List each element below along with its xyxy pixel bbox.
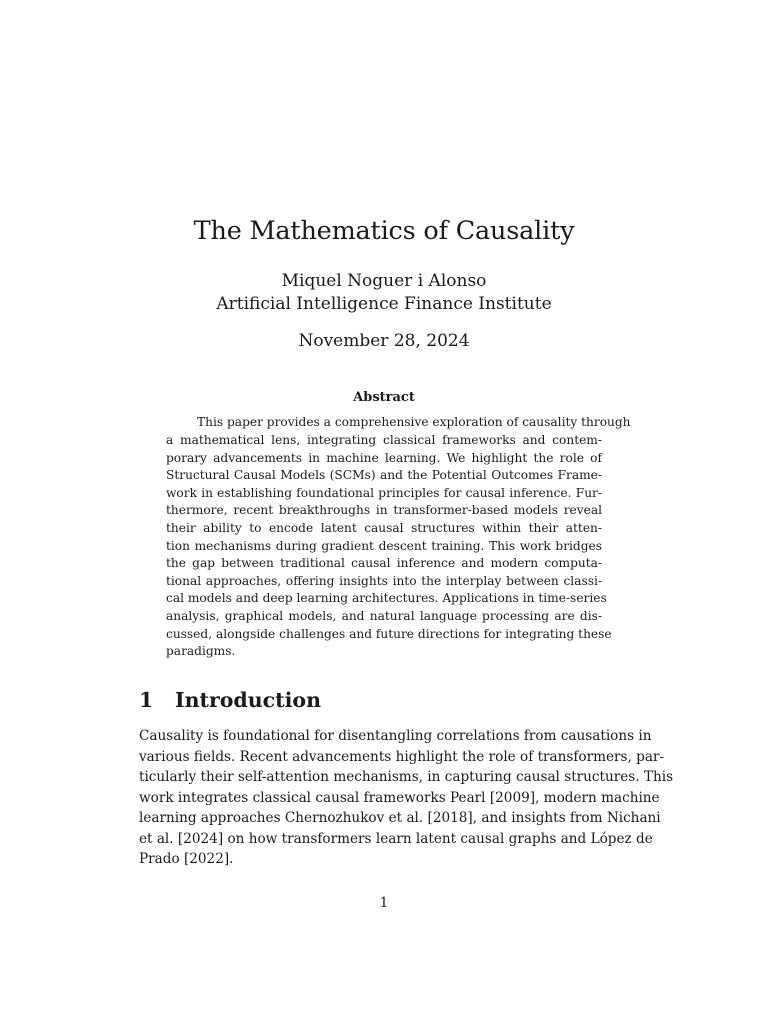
abstract-line: porary advancements in machine learning. We highlight the role of bbox=[166, 451, 602, 465]
abstract-line: tional approaches, offering insights into the interplay between classi- bbox=[166, 574, 602, 588]
abstract-line: work in establishing foundational principles for causal inference. Fur- bbox=[166, 486, 602, 500]
abstract-line: cussed, alongside challenges and future directions for integrating these bbox=[166, 627, 612, 641]
abstract-line: thermore, recent breakthroughs in transformer-based models reveal bbox=[166, 503, 602, 517]
abstract-line: a mathematical lens, integrating classical frameworks and contem- bbox=[166, 433, 602, 447]
publication-date: November 28, 2024 bbox=[298, 331, 470, 351]
page-number: 1 bbox=[379, 895, 389, 911]
paper-title: The Mathematics of Causality bbox=[193, 216, 575, 246]
section-heading bbox=[139, 686, 639, 714]
abstract-line: tion mechanisms during gradient descent training. This work bridges bbox=[166, 539, 602, 553]
abstract-line: This paper provides a comprehensive exploration of causality through bbox=[197, 415, 631, 429]
abstract-line: cal models and deep learning architectures. Applications in time-series bbox=[166, 591, 607, 605]
abstract-line: Structural Causal Models (SCMs) and the Potential Outcomes Frame- bbox=[166, 468, 602, 482]
author-name: Miquel Noguer i Alonso bbox=[281, 271, 487, 291]
abstract-line: the gap between traditional causal inference and modern computa- bbox=[166, 556, 602, 570]
abstract-line: paradigms. bbox=[166, 644, 236, 658]
body-line: ticularly their self-attention mechanisms, in capturing causal structures. This bbox=[139, 769, 674, 785]
body-line: Causality is foundational for disentangling correlations from causations in bbox=[139, 728, 652, 744]
body-line: various fields. Recent advancements highlight the role of transformers, par- bbox=[139, 749, 665, 765]
author-affiliation: Artificial Intelligence Finance Institute bbox=[216, 294, 552, 314]
abstract-line: their ability to encode latent causal structures within their atten- bbox=[166, 521, 602, 535]
body-line: work integrates classical causal frameworks Pearl [2009], modern machine bbox=[139, 790, 660, 806]
section-title: Introduction bbox=[175, 688, 321, 712]
abstract-heading: Abstract bbox=[353, 390, 415, 405]
section-number: 1 bbox=[139, 688, 154, 712]
body-line: Prado [2022]. bbox=[139, 851, 234, 867]
abstract-line: analysis, graphical models, and natural language processing are dis- bbox=[166, 609, 602, 623]
body-line: et al. [2024] on how transformers learn latent causal graphs and López de bbox=[139, 831, 653, 847]
body-line: learning approaches Chernozhukov et al. [2018], and insights from Nichani bbox=[139, 810, 661, 826]
